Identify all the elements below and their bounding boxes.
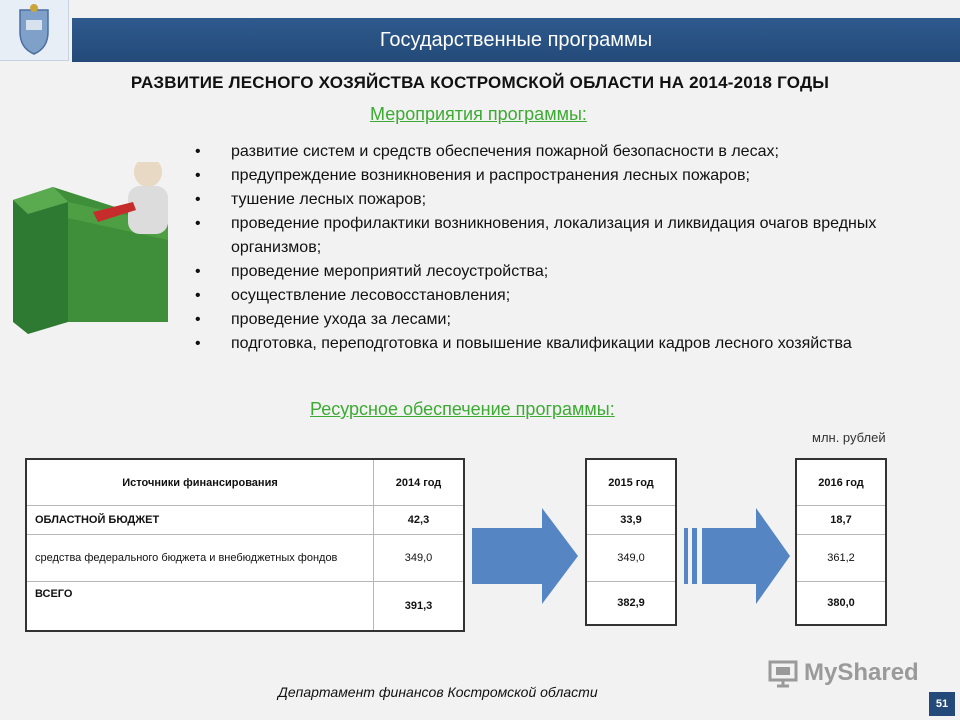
bullet-marker: • [195, 287, 201, 304]
presentation-board-icon [768, 658, 798, 688]
cell-value: 382,9 [586, 582, 676, 626]
table-row [796, 535, 886, 582]
slide-title-bar [72, 18, 960, 62]
cell-value: 391,3 [374, 582, 465, 632]
list-item-text: проведение ухода за лесами; [231, 311, 451, 328]
bullet-marker: • [195, 311, 201, 328]
table-row [26, 535, 464, 582]
funding-table-2015 [585, 458, 677, 626]
bullet-marker: • [195, 167, 201, 184]
list-item [195, 212, 955, 260]
footer-department: Департамент финансов Костромской области [278, 684, 598, 700]
table-row [586, 582, 676, 626]
hedge-gardener-illustration [8, 162, 178, 337]
cell-value: 42,3 [374, 506, 465, 535]
header-year-2015: 2015 год [586, 459, 676, 506]
bullet-marker: • [195, 143, 201, 160]
list-item [195, 284, 955, 308]
header-year-2014: 2014 год [374, 459, 465, 506]
row-label: ОБЛАСТНОЙ БЮДЖЕТ [26, 506, 374, 535]
cell-value: 380,0 [796, 582, 886, 626]
program-heading: РАЗВИТИЕ ЛЕСНОГО ХОЗЯЙСТВА КОСТРОМСКОЙ ОБЛАСТИ НА 2014-2018 ГОДЫ [130, 73, 830, 92]
bullet-marker: • [195, 215, 201, 232]
list-item [195, 164, 955, 188]
list-item-text: предупреждение возникновения и распространения лесных пожаров; [231, 167, 750, 184]
list-item [195, 260, 955, 284]
unit-label: млн. рублей [812, 430, 886, 445]
list-item-text: проведение профилактики возникновения, локализация и ликвидация очагов вредных организмов; [231, 215, 877, 256]
list-item [195, 188, 955, 212]
table-header-row [26, 459, 464, 506]
page-number: 51 [929, 692, 955, 716]
table-header-row [796, 459, 886, 506]
table-row [586, 506, 676, 535]
row-label: средства федерального бюджета и внебюджетных фондов [26, 535, 374, 582]
myshared-watermark [768, 658, 919, 688]
arrow-right-icon [472, 508, 578, 604]
measures-title: Мероприятия программы: [370, 104, 587, 124]
cell-value: 18,7 [796, 506, 886, 535]
bullet-marker: • [195, 335, 201, 352]
funding-table-2014 [25, 458, 465, 632]
watermark-text: MyShared [804, 659, 919, 686]
header-year-2016: 2016 год [796, 459, 886, 506]
cell-value: 361,2 [796, 535, 886, 582]
table-header-row [586, 459, 676, 506]
coat-of-arms-icon [0, 0, 68, 60]
table-row [26, 582, 464, 632]
list-item [195, 140, 955, 164]
cell-value: 349,0 [374, 535, 465, 582]
cell-value: 349,0 [586, 535, 676, 582]
table-row [796, 582, 886, 626]
region-emblem-logo [0, 0, 69, 61]
resources-title: Ресурсное обеспечение программы: [310, 399, 615, 419]
slide-title: Государственные программы [379, 28, 653, 51]
cell-value: 33,9 [586, 506, 676, 535]
funding-table-2016 [795, 458, 887, 626]
striped-arrow-right-icon [684, 508, 790, 604]
row-label: ВСЕГО [26, 582, 374, 632]
bullet-marker: • [195, 191, 201, 208]
table-row [586, 535, 676, 582]
list-item-text: развитие систем и средств обеспечения пожарной безопасности в лесах; [231, 143, 779, 160]
table-row [796, 506, 886, 535]
list-item [195, 308, 955, 332]
list-item-text: тушение лесных пожаров; [231, 191, 427, 208]
list-item [195, 332, 955, 356]
list-item-text: проведение мероприятий лесоустройства; [231, 263, 549, 280]
header-source: Источники финансирования [26, 459, 374, 506]
list-item-text: осуществление лесовосстановления; [231, 287, 511, 304]
bullet-marker: • [195, 263, 201, 280]
measures-list [195, 140, 955, 356]
list-item-text: подготовка, переподготовка и повышение квалификации кадров лесного хозяйства [231, 335, 852, 352]
table-row [26, 506, 464, 535]
